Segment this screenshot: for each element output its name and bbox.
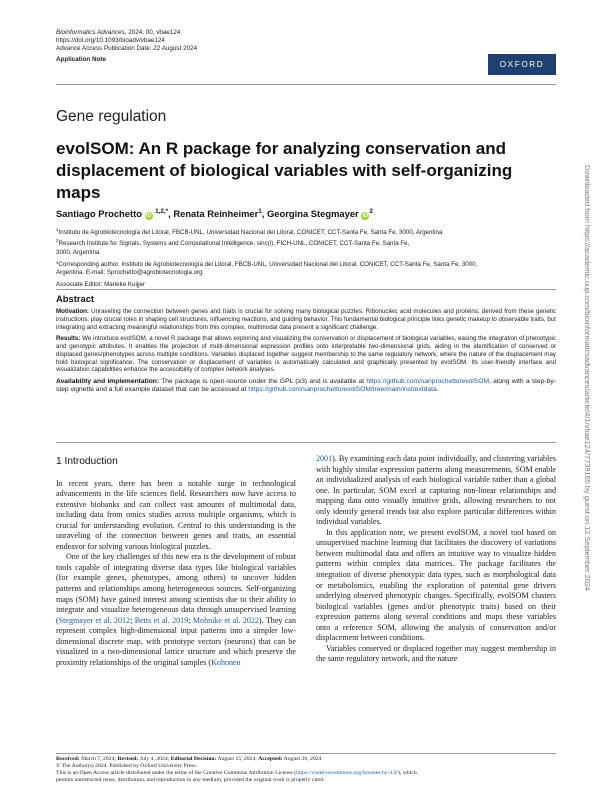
revised-date: July 4, 2024; bbox=[138, 756, 171, 762]
accepted-date: August 20, 2024 bbox=[282, 756, 322, 762]
affiliations bbox=[56, 226, 556, 289]
author-name: Santiago Prochetto bbox=[56, 208, 142, 220]
affiliation-2: Research Institute for Signals, Systems and Computational Intelligence, sinc(i), FICH-UNL, CONICET, CCT-Santa Fe, Santa Fe, bbox=[58, 240, 410, 248]
oxford-logo: OXFORD bbox=[488, 54, 556, 75]
section-label: Gene regulation bbox=[56, 108, 167, 125]
availability-text: The package is open-source under the GPL (≥3) and is available at bbox=[159, 378, 367, 385]
abstract-motivation bbox=[56, 308, 556, 331]
author-affiliation-marks: 1 bbox=[258, 208, 262, 215]
editorial-date: August 15, 2024; bbox=[216, 756, 259, 762]
author-affiliation-marks: 1,2,* bbox=[155, 208, 169, 215]
motivation-text: Unraveling the connection between genes and traits is crucial for solving many biological puzzles. Ribonucleic acid molecules and proteins, derived from these genetic instructions, play crucial roles in shaping cell structures, influencing reactions, and guiding behavior. This fundamental biological principle links genetic makeup to observable traits, but integrating and extracting meaningful relationships from this complex, multimodal data present a significant challenge. bbox=[56, 308, 556, 331]
citation-separator: ; bbox=[188, 615, 193, 625]
orcid-icon[interactable]: iD bbox=[145, 213, 152, 220]
associate-editor: Associate Editor: Marieke Kuijjer bbox=[56, 281, 146, 289]
citation-link[interactable]: Kohonen bbox=[211, 657, 241, 667]
author-list bbox=[56, 208, 556, 220]
abstract-results bbox=[56, 335, 556, 374]
received-label: Received: bbox=[56, 756, 80, 762]
results-label: Results: bbox=[56, 335, 81, 343]
article-footer bbox=[56, 756, 556, 784]
author-name: , Georgina Stegmayer bbox=[261, 208, 359, 220]
author-affiliation-marks: 2 bbox=[369, 208, 373, 215]
abstract-availability bbox=[56, 378, 556, 394]
paragraph-text: ). By examining each data point individually, and clustering variables with highly similar expression patterns along measurements, SOM enable an individualized analysis of each biological variable rather than a global one. In particular, SOM excel at capturing non-linear relationships and mapping data onto visually intuitive grids, allowing researchers to not only identify general trends but also explore particular differences within individual variables. bbox=[316, 454, 556, 527]
received-date: March 7, 2024; bbox=[79, 756, 118, 762]
editorial-label: Editorial Decision: bbox=[170, 756, 217, 762]
paragraph-text: ). They can represent complex high-dimensional input patterns into a simpler low-dimensional discrete map, with prototype vectors (neurons) that can be visualized in a two-dimensional lattice structure and which preserve the proximity relationships of the original samples ( bbox=[56, 615, 296, 667]
citation-link[interactable]: Mohnike et al. 2022 bbox=[192, 615, 259, 625]
journal-name: Bioinformatics Advances bbox=[56, 29, 125, 36]
paragraph: In recent years, there has been a notable surge in technological advancements in the life sciences field. Researchers now have access to extensive biobanks and can collect vast amounts of multimodal data, including data from omics studies across multiple organisms, which is crucial for understanding evolution. Central to this understanding is the unraveling of the connection between genes and traits, an essential endeavor for solving various biological puzzles. bbox=[56, 478, 296, 551]
license-link[interactable]: https://creativecommons.org/licenses/by/4.0/ bbox=[296, 770, 399, 777]
license-text: This is an Open Access article distributed under the terms of the Creative Commons Attribution License ( bbox=[56, 770, 297, 777]
affiliation-number: 1 bbox=[56, 227, 59, 232]
advance-access-line: Advance Access Publication Date: 22 August 2024 bbox=[56, 45, 198, 52]
license-text: ), which bbox=[398, 770, 417, 777]
orcid-icon[interactable]: iD bbox=[362, 213, 369, 220]
accepted-label: Accepted: bbox=[258, 756, 283, 762]
corresponding-email: Argentina. E-mail: Sprochetto@agrobiotecnologia.org bbox=[56, 268, 203, 276]
results-text: We introduce evolSOM, a novel R package that allows exploring and visualizing the conservation or displacement of biological variables, easing the integration of phenotypic and genotypic attributes. It enables the projection of multi-dimensional expression profiles onto interpretable two-dimensional grids, aiding in the identification of conserved or displaced genes/phenotypes across multiple conditions. Variables displaced together suggest membership to the same regulatory network, where the nature of the displacement may hold biological significance. The conservation or displacement of variables is automatically calculated and graphically presented by evolSOM. Its user-friendly interface and visualization capabilities enhance the accessibility of complex network analyses. bbox=[56, 335, 556, 374]
citation-link[interactable]: Stegmayer et al. 2012 bbox=[58, 615, 131, 625]
download-watermark-text: Downloaded from https://academic.oup.com/bioinformaticsadvances/article/4/1/vbae124/7739165 by guest on 12 September 2024 bbox=[583, 165, 592, 592]
right-column bbox=[316, 454, 556, 665]
copyright-line: © The Author(s) 2024. Published by Oxford University Press. bbox=[56, 763, 198, 770]
affiliation-1: Instituto de Agrobiotecnología del Litoral, FBCB-UNL, Universidad Nacional del Litoral, CONICET, CCT-Santa Fe, Santa Fe, 3000, Argentina bbox=[58, 229, 443, 237]
footer-divider bbox=[56, 753, 556, 754]
left-column bbox=[56, 454, 296, 668]
abstract-top-divider bbox=[56, 289, 556, 290]
abstract-heading: Abstract bbox=[56, 293, 95, 304]
paragraph: In this application note, we present evolSOM, a novel tool based on unsupervised machine learning that facilitates the discovery of variations between multimodal data and offers an intuitive way to visualize hidden patterns within complex data matrices. The package facilitates the integration of diverse phenotypic data types, such as morphological data or metabolomics, enabling the exploration of potential gene drivers underlying observed phenotypic changes. Specifically, evolSOM clusters biological variables (genes and/or phenotypic traits) based on their expression patterns along several conditions and maps these variables onto a reference SOM, allowing the analysis of conservation and/or displacement between conditions. bbox=[316, 527, 556, 643]
paragraph: Variables conserved or displaced together may suggest membership in the same regulatory network, and the nature bbox=[316, 643, 556, 664]
article-type: Application Note bbox=[56, 56, 107, 63]
revised-label: Revised: bbox=[117, 756, 139, 762]
availability-label: Availability and implementation: bbox=[56, 378, 160, 385]
header-divider bbox=[56, 84, 556, 85]
motivation-label: Motivation: bbox=[56, 308, 89, 315]
article-title: evolSOM: An R package for analyzing conservation and displacement of biological variables with self-organizing maps bbox=[56, 139, 513, 202]
citation-link[interactable]: 2001 bbox=[316, 454, 333, 463]
doi-line[interactable]: https://doi.org/10.1093/bioadv/vbae124 bbox=[56, 37, 165, 44]
dataset-link[interactable]: https://github.com/sanprochetto/evolSOM/tree/main/inst/extdata bbox=[248, 385, 437, 393]
paragraph bbox=[56, 552, 296, 668]
volume-line: , 2024, 00, vbae124 bbox=[124, 29, 181, 36]
availability-text: . bbox=[436, 385, 439, 393]
availability-text: , along with a step-by-step vignette and a full example dataset that can be accessed at bbox=[56, 378, 556, 393]
license-line bbox=[56, 770, 556, 777]
corresponding-author: *Corresponding author. Instituto de Agrobiotecnología del Litoral, FBCB-UNL, Universidad Nacional del Litoral, CONICET, CCT-Santa Fe, Santa Fe, 3000, bbox=[56, 260, 478, 268]
abstract-bottom-divider bbox=[56, 442, 556, 443]
affiliation-number: 2 bbox=[56, 238, 59, 244]
affiliation-2-cont: 3000, Argentina bbox=[56, 248, 100, 256]
journal-header bbox=[56, 29, 197, 64]
license-line-2: permits unrestricted reuse, distribution, and reproduction in any medium, provided the original work is properly cited. bbox=[56, 777, 325, 784]
author-name: , Renata Reinheimer bbox=[168, 208, 259, 220]
github-link[interactable]: https://github.com/sanprochetto/evolSOM bbox=[366, 378, 490, 385]
paragraph-text: One of the key challenges of this new era is the development of robust tools capable of integrating diverse data types like biological variables (for example genes, phenotypes, among others) to uncover hidden patterns and relationships among heterogeneous sources. Self-organizing maps (SOM) have gained interest among scientists due to their ability to integrate and visualize heterogeneous data through unsupervised learning ( bbox=[56, 552, 296, 625]
citation-link[interactable]: Betts et al. 2019 bbox=[134, 615, 189, 625]
paragraph bbox=[316, 454, 556, 528]
abstract-body bbox=[56, 308, 556, 398]
introduction-heading: 1 Introduction bbox=[56, 456, 118, 467]
citation-separator: ; bbox=[130, 615, 135, 625]
